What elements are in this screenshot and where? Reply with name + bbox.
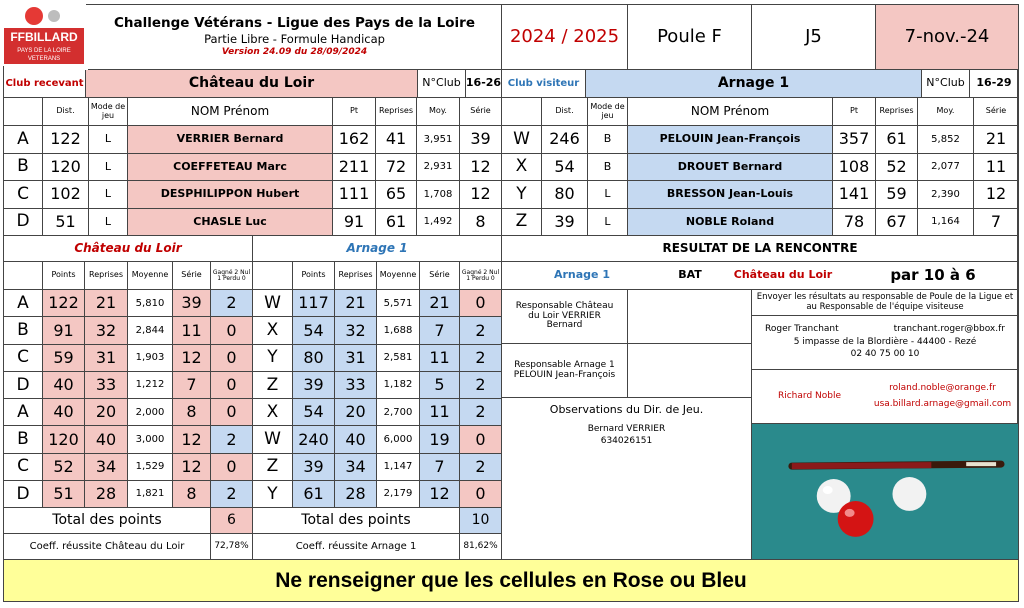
match-away-id: W xyxy=(253,290,293,317)
home-club-name[interactable]: Château du Loir xyxy=(86,70,418,98)
col-mode: Mode de jeu xyxy=(588,98,628,126)
match-home-title: Château du Loir xyxy=(3,236,253,262)
match-home-points[interactable]: 59 xyxy=(43,345,85,372)
player-serie: 12 xyxy=(974,181,1019,209)
match-away-gain: 0 xyxy=(460,290,502,317)
match-away-rep[interactable]: 33 xyxy=(335,372,377,399)
player-serie: 21 xyxy=(974,126,1019,154)
away-club-no-label: N°Club xyxy=(922,70,970,98)
match-home-gain: 2 xyxy=(211,290,253,317)
result-title: RESULTAT DE LA RENCONTRE xyxy=(502,236,1019,262)
match-home-rep[interactable]: 21 xyxy=(85,290,128,317)
match-home-rep[interactable]: 20 xyxy=(85,399,128,426)
observations[interactable] xyxy=(502,398,752,452)
match-col-serie: Série xyxy=(173,262,211,290)
subtitle: Partie Libre - Formule Handicap xyxy=(204,32,385,47)
player-pt: 211 xyxy=(333,154,376,182)
col-rep: Reprises xyxy=(876,98,918,126)
match-home-rep[interactable]: 32 xyxy=(85,317,128,344)
player-moy: 1,164 xyxy=(918,209,974,237)
season: 2024 / 2025 xyxy=(502,4,628,70)
match-home-points[interactable]: 122 xyxy=(43,290,85,317)
match-home-points[interactable]: 51 xyxy=(43,481,85,508)
player-name[interactable]: VERRIER Bernard xyxy=(128,126,333,154)
coeff-away-label: Coeff. réussite Arnage 1 xyxy=(253,534,460,560)
home-club-no: 16-26 xyxy=(466,70,502,98)
match-home-moy: 5,810 xyxy=(128,290,173,317)
player-rep: 65 xyxy=(376,181,417,209)
player-moy: 2,931 xyxy=(417,154,460,182)
match-home-points[interactable]: 91 xyxy=(43,317,85,344)
player-serie: 39 xyxy=(460,126,502,154)
player-pt: 111 xyxy=(333,181,376,209)
player-name[interactable]: DROUET Bernard xyxy=(628,154,833,182)
match-away-serie[interactable]: 11 xyxy=(420,399,460,426)
match-col-serie: Série xyxy=(420,262,460,290)
player-mode: L xyxy=(89,181,128,209)
player-moy: 1,708 xyxy=(417,181,460,209)
page-title: Challenge Vétérans - Ligue des Pays de la Loire xyxy=(113,15,475,32)
match-home-id: C xyxy=(3,454,43,481)
match-away-rep[interactable]: 34 xyxy=(335,454,377,481)
match-away-id: Y xyxy=(253,345,293,372)
player-mode: L xyxy=(89,154,128,182)
header-title-block xyxy=(88,4,502,70)
col-serie: Série xyxy=(460,98,502,126)
match-home-id: D xyxy=(3,372,43,399)
match-home-rep[interactable]: 40 xyxy=(85,426,128,453)
send-instructions: Envoyer les résultats au responsable de Poule de la Ligue et au Responsable de l'équipe visiteuse xyxy=(752,290,1019,316)
player-name[interactable]: NOBLE Roland xyxy=(628,209,833,237)
footer-note: Ne renseigner que les cellules en Rose ou Bleu xyxy=(3,560,1019,602)
match-home-moy: 1,212 xyxy=(128,372,173,399)
match-away-moy: 2,581 xyxy=(377,345,420,372)
player-pt: 162 xyxy=(333,126,376,154)
logo-sub2: VETERANS xyxy=(27,56,61,62)
result-score: par 10 à 6 xyxy=(848,262,1019,290)
match-away-serie[interactable]: 19 xyxy=(420,426,460,453)
match-away-gain: 0 xyxy=(460,481,502,508)
send-address: 5 impasse de la Blordière - 44400 - Rezé xyxy=(793,336,977,347)
player-mode: B xyxy=(588,154,628,182)
player-serie: 7 xyxy=(974,209,1019,237)
player-rep: 59 xyxy=(876,181,918,209)
player-dist: 80 xyxy=(542,181,588,209)
player-dist: 51 xyxy=(43,209,89,237)
match-home-gain: 0 xyxy=(211,399,253,426)
home-club-no-label: N°Club xyxy=(418,70,466,98)
player-pt: 78 xyxy=(833,209,876,237)
player-pt: 141 xyxy=(833,181,876,209)
match-away-serie[interactable]: 12 xyxy=(420,481,460,508)
match-away-serie[interactable]: 7 xyxy=(420,317,460,344)
email3[interactable]: usa.billard.arnage@gmail.com xyxy=(873,398,1012,409)
player-dist: 120 xyxy=(43,154,89,182)
player-dist: 246 xyxy=(542,126,588,154)
match-away-moy: 2,179 xyxy=(377,481,420,508)
player-id: C xyxy=(3,181,43,209)
match-away-points[interactable]: 80 xyxy=(293,345,335,372)
match-home-gain: 0 xyxy=(211,317,253,344)
match-col-rep: Reprises xyxy=(335,262,377,290)
col-serie: Série xyxy=(974,98,1019,126)
match-away-id: W xyxy=(253,426,293,453)
player-mode: L xyxy=(588,209,628,237)
match-home-id: B xyxy=(3,317,43,344)
col-moy: Moy. xyxy=(417,98,460,126)
match-away-moy: 5,571 xyxy=(377,290,420,317)
player-mode: L xyxy=(89,126,128,154)
match-home-moy: 1,903 xyxy=(128,345,173,372)
total-home: 6 xyxy=(211,508,253,534)
player-rep: 52 xyxy=(876,154,918,182)
result-winner: Arnage 1 xyxy=(502,262,662,290)
resp-home: Responsable Château du Loir VERRIER Bernard xyxy=(502,290,628,344)
logo-sub1: PAYS DE LA LOIRE xyxy=(17,48,71,54)
round: J5 xyxy=(752,4,876,70)
match-away-moy: 1,688 xyxy=(377,317,420,344)
player-name[interactable]: CHASLE Luc xyxy=(128,209,333,237)
match-home-serie[interactable]: 12 xyxy=(173,454,211,481)
match-away-moy: 6,000 xyxy=(377,426,420,453)
match-away-moy: 1,147 xyxy=(377,454,420,481)
player-rep: 67 xyxy=(876,209,918,237)
result-loser: Château du Loir xyxy=(718,262,848,290)
match-away-title: Arnage 1 xyxy=(253,236,502,262)
match-home-id: A xyxy=(3,399,43,426)
player-id: X xyxy=(502,154,542,182)
match-away-points[interactable]: 39 xyxy=(293,372,335,399)
col-pt: Pt xyxy=(833,98,876,126)
player-mode: L xyxy=(588,181,628,209)
col-dist: Dist. xyxy=(542,98,588,126)
match-col-blank xyxy=(3,262,43,290)
match-home-gain: 0 xyxy=(211,454,253,481)
version: Version 24.09 du 28/09/2024 xyxy=(221,46,368,57)
player-serie: 8 xyxy=(460,209,502,237)
send-phone: 02 40 75 00 10 xyxy=(850,349,920,360)
match-col-gain: Gagné 2 Nul 1 Perdu 0 xyxy=(460,262,502,290)
total-away: 10 xyxy=(460,508,502,534)
col-pt: Pt xyxy=(333,98,376,126)
match-home-points[interactable]: 120 xyxy=(43,426,85,453)
ffbillard-logo xyxy=(2,4,86,66)
match-col-rep: Reprises xyxy=(85,262,128,290)
match-home-id: C xyxy=(3,345,43,372)
match-away-id: Z xyxy=(253,454,293,481)
col-rep: Reprises xyxy=(376,98,417,126)
player-id: Z xyxy=(502,209,542,237)
match-home-serie[interactable]: 8 xyxy=(173,399,211,426)
date[interactable]: 7-nov.-24 xyxy=(876,4,1019,70)
player-moy: 2,077 xyxy=(918,154,974,182)
away-club-name[interactable]: Arnage 1 xyxy=(586,70,922,98)
player-dist: 122 xyxy=(43,126,89,154)
match-away-rep[interactable]: 40 xyxy=(335,426,377,453)
player-mode: L xyxy=(89,209,128,237)
match-col-moy: Moyenne xyxy=(128,262,173,290)
match-home-rep[interactable]: 33 xyxy=(85,372,128,399)
obs-title: Observations du Dir. de Jeu. xyxy=(549,403,704,416)
pool: Poule F xyxy=(628,4,752,70)
match-away-gain: 2 xyxy=(460,345,502,372)
match-col-points: Points xyxy=(293,262,335,290)
match-home-serie[interactable]: 12 xyxy=(173,345,211,372)
contact2: Richard Noble xyxy=(752,370,867,424)
player-pt: 108 xyxy=(833,154,876,182)
resp-away-sign[interactable] xyxy=(628,344,752,398)
match-home-gain: 0 xyxy=(211,372,253,399)
match-away-gain: 0 xyxy=(460,426,502,453)
col-mode: Mode de jeu xyxy=(89,98,128,126)
match-home-rep[interactable]: 28 xyxy=(85,481,128,508)
col-dist: Dist. xyxy=(43,98,89,126)
match-away-rep[interactable]: 20 xyxy=(335,399,377,426)
send-email[interactable]: tranchant.roger@bbox.fr xyxy=(893,323,1005,334)
match-away-moy: 2,700 xyxy=(377,399,420,426)
match-away-points[interactable]: 117 xyxy=(293,290,335,317)
match-away-serie[interactable]: 21 xyxy=(420,290,460,317)
match-away-rep[interactable]: 28 xyxy=(335,481,377,508)
match-home-rep[interactable]: 31 xyxy=(85,345,128,372)
match-home-id: B xyxy=(3,426,43,453)
player-name[interactable]: COEFFETEAU Marc xyxy=(128,154,333,182)
match-home-moy: 1,821 xyxy=(128,481,173,508)
match-home-serie[interactable]: 12 xyxy=(173,426,211,453)
send-name: Roger Tranchant xyxy=(765,323,839,334)
player-name[interactable]: DESPHILIPPON Hubert xyxy=(128,181,333,209)
match-home-moy: 2,000 xyxy=(128,399,173,426)
player-serie: 11 xyxy=(974,154,1019,182)
match-col-gain: Gagné 2 Nul 1 Perdu 0 xyxy=(211,262,253,290)
match-away-moy: 1,182 xyxy=(377,372,420,399)
coeff-home-label: Coeff. réussite Château du Loir xyxy=(3,534,211,560)
logo-brand: FFBILLARD xyxy=(10,30,78,44)
player-rep: 61 xyxy=(376,209,417,237)
coeff-away: 81,62% xyxy=(460,534,502,560)
match-away-gain: 2 xyxy=(460,372,502,399)
player-pt: 357 xyxy=(833,126,876,154)
match-away-rep[interactable]: 32 xyxy=(335,317,377,344)
home-club-label: Club recevant xyxy=(3,70,86,98)
player-rep: 61 xyxy=(876,126,918,154)
match-home-moy: 1,529 xyxy=(128,454,173,481)
player-id: D xyxy=(3,209,43,237)
match-away-id: X xyxy=(253,399,293,426)
player-id: W xyxy=(502,126,542,154)
match-away-serie[interactable]: 11 xyxy=(420,345,460,372)
player-id: Y xyxy=(502,181,542,209)
total-label-home: Total des points xyxy=(3,508,211,534)
player-name[interactable]: BRESSON Jean-Louis xyxy=(628,181,833,209)
player-serie: 12 xyxy=(460,154,502,182)
send-contact xyxy=(752,316,1019,370)
match-away-points[interactable]: 54 xyxy=(293,399,335,426)
col-name: NOM Prénom xyxy=(128,98,333,126)
player-id: A xyxy=(3,126,43,154)
player-moy: 1,492 xyxy=(417,209,460,237)
resp-away: Responsable Arnage 1 PELOUIN Jean-François xyxy=(502,344,628,398)
match-home-points[interactable]: 40 xyxy=(43,372,85,399)
match-home-id: D xyxy=(3,481,43,508)
coeff-home: 72,78% xyxy=(211,534,253,560)
match-home-serie[interactable]: 7 xyxy=(173,372,211,399)
result-bat: BAT xyxy=(662,262,718,290)
match-home-gain: 2 xyxy=(211,426,253,453)
match-home-moy: 2,844 xyxy=(128,317,173,344)
match-away-points[interactable]: 54 xyxy=(293,317,335,344)
match-away-id: Y xyxy=(253,481,293,508)
match-col-points: Points xyxy=(43,262,85,290)
match-home-moy: 3,000 xyxy=(128,426,173,453)
match-home-points[interactable]: 52 xyxy=(43,454,85,481)
player-rep: 72 xyxy=(376,154,417,182)
player-id: B xyxy=(3,154,43,182)
player-moy: 2,390 xyxy=(918,181,974,209)
obs-name: Bernard VERRIER xyxy=(587,424,666,435)
email2[interactable]: roland.noble@orange.fr xyxy=(889,382,996,393)
player-dist: 102 xyxy=(43,181,89,209)
player-pt: 91 xyxy=(333,209,376,237)
total-label-away: Total des points xyxy=(253,508,460,534)
away-club-no: 16-29 xyxy=(970,70,1019,98)
match-away-serie[interactable]: 5 xyxy=(420,372,460,399)
player-dist: 54 xyxy=(542,154,588,182)
col-moy: Moy. xyxy=(918,98,974,126)
resp-home-sign[interactable] xyxy=(628,290,752,344)
player-moy: 5,852 xyxy=(918,126,974,154)
match-home-rep[interactable]: 34 xyxy=(85,454,128,481)
match-away-points[interactable]: 240 xyxy=(293,426,335,453)
match-away-gain: 2 xyxy=(460,454,502,481)
match-home-serie[interactable]: 8 xyxy=(173,481,211,508)
match-away-points[interactable]: 61 xyxy=(293,481,335,508)
match-away-rep[interactable]: 31 xyxy=(335,345,377,372)
player-name[interactable]: PELOUIN Jean-François xyxy=(628,126,833,154)
match-home-gain: 0 xyxy=(211,345,253,372)
col-name: NOM Prénom xyxy=(628,98,833,126)
match-col-blank xyxy=(253,262,293,290)
match-away-rep[interactable]: 21 xyxy=(335,290,377,317)
match-away-gain: 2 xyxy=(460,317,502,344)
match-home-points[interactable]: 40 xyxy=(43,399,85,426)
away-club-label: Club visiteur xyxy=(502,70,586,98)
obs-phone: 634026151 xyxy=(600,435,653,446)
match-away-points[interactable]: 39 xyxy=(293,454,335,481)
match-away-id: Z xyxy=(253,372,293,399)
billiard-image xyxy=(752,424,1019,560)
player-moy: 3,951 xyxy=(417,126,460,154)
match-away-serie[interactable]: 7 xyxy=(420,454,460,481)
match-away-gain: 2 xyxy=(460,399,502,426)
player-mode: B xyxy=(588,126,628,154)
match-home-gain: 2 xyxy=(211,481,253,508)
match-home-serie[interactable]: 39 xyxy=(173,290,211,317)
player-serie: 12 xyxy=(460,181,502,209)
player-dist: 39 xyxy=(542,209,588,237)
match-home-id: A xyxy=(3,290,43,317)
match-away-id: X xyxy=(253,317,293,344)
player-rep: 41 xyxy=(376,126,417,154)
match-home-serie[interactable]: 11 xyxy=(173,317,211,344)
match-col-moy: Moyenne xyxy=(377,262,420,290)
